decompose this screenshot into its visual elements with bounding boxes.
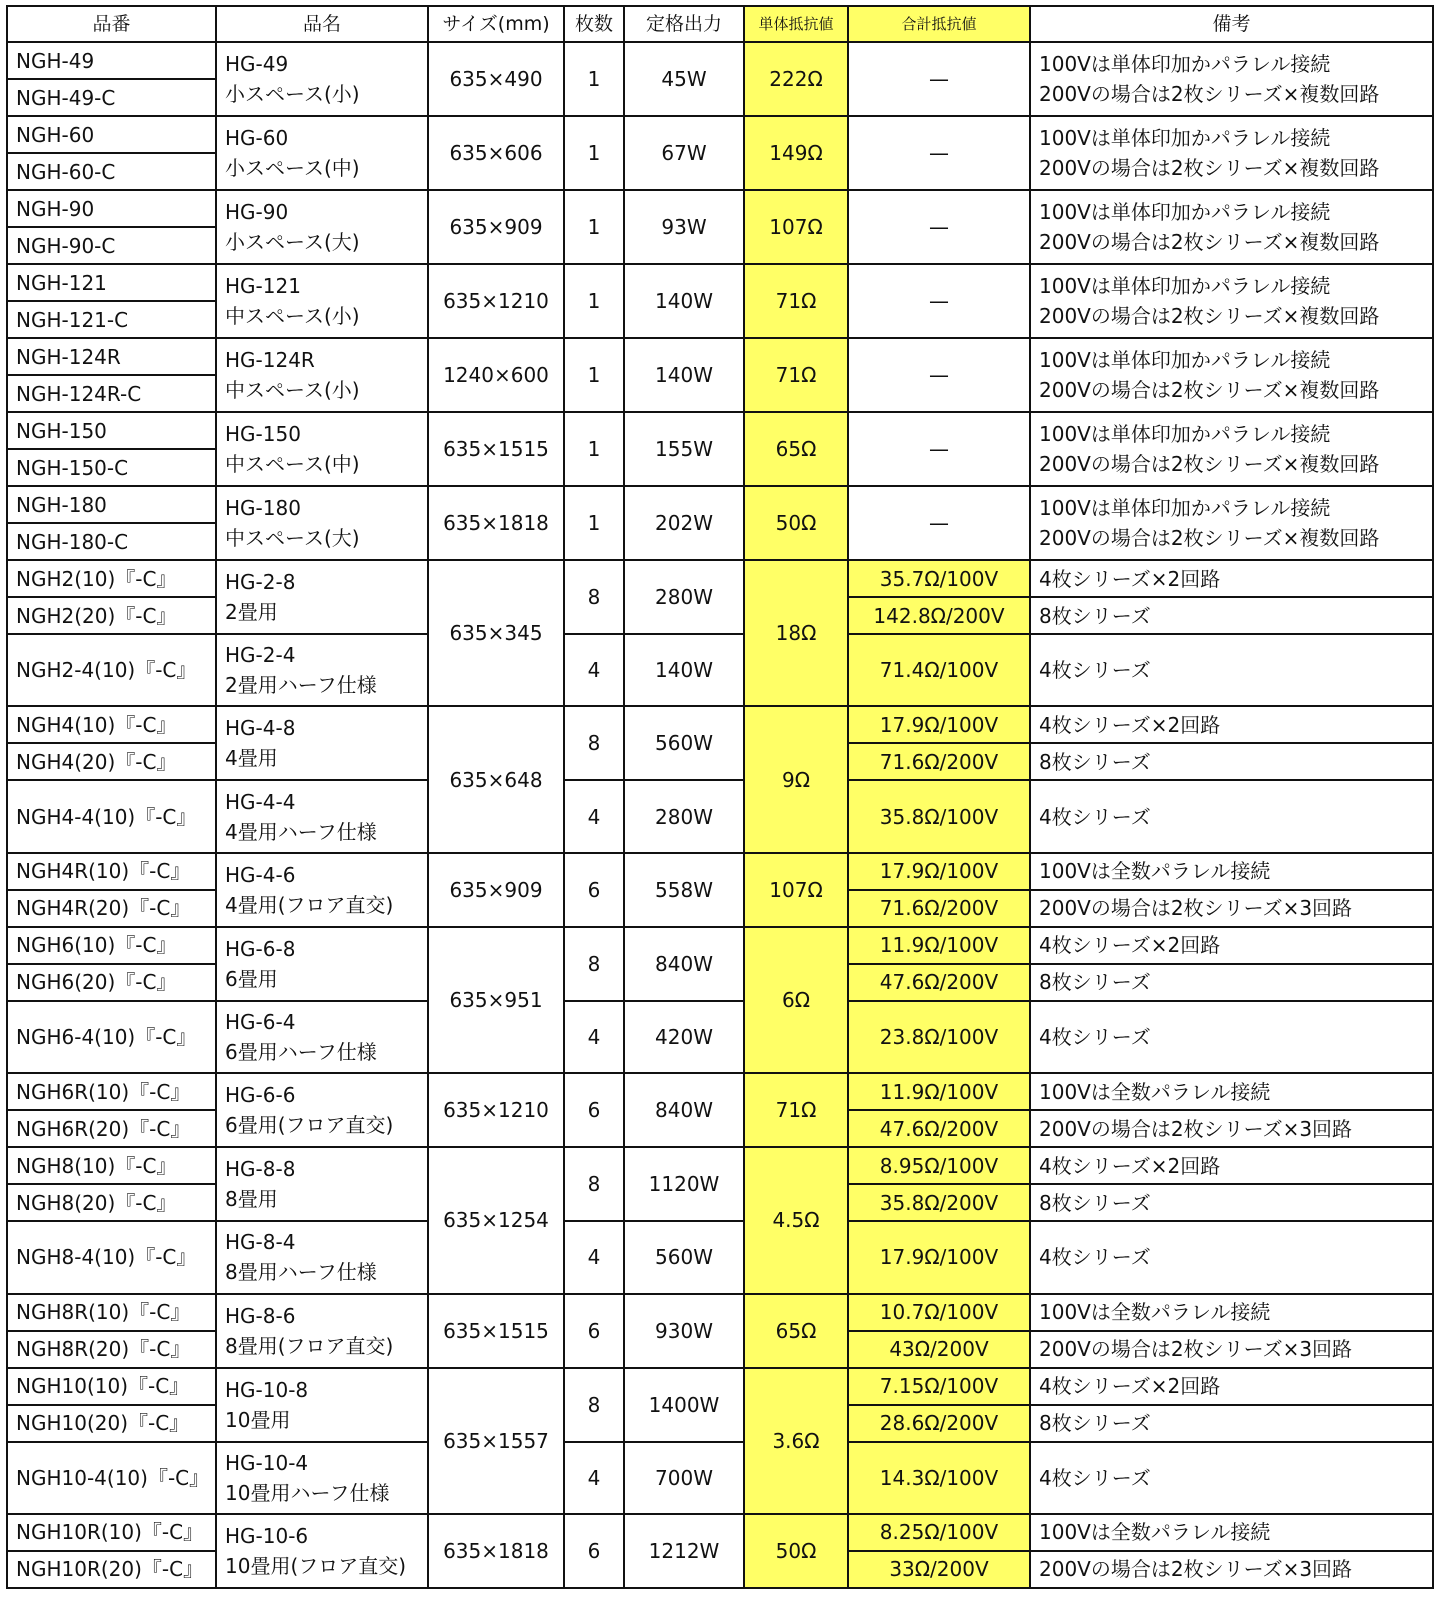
hg-model: HG-121 bbox=[225, 274, 301, 298]
table-row bbox=[7, 412, 1433, 449]
notes-cell: 8枚シリーズ bbox=[1030, 597, 1433, 634]
product-name-cell bbox=[216, 338, 428, 412]
sheets-cell: 1 bbox=[564, 264, 624, 338]
size-cell: 635×1254 bbox=[428, 1147, 564, 1293]
table-row bbox=[7, 560, 1433, 597]
power-cell: 155W bbox=[624, 412, 744, 486]
hg-model: HG-10-6 bbox=[225, 1523, 309, 1548]
total-resistance-cell: 17.9Ω/100V bbox=[848, 706, 1030, 743]
total-resistance-cell: 35.8Ω/100V bbox=[848, 780, 1030, 852]
total-resistance-cell: 10.7Ω/100V bbox=[848, 1294, 1030, 1331]
total-resistance-cell: — bbox=[848, 116, 1030, 190]
table-row bbox=[7, 190, 1433, 227]
product-code: NGH10(10)『-C』 bbox=[7, 1368, 216, 1405]
power-cell: 67W bbox=[624, 116, 744, 190]
sheets-cell: 6 bbox=[564, 1514, 624, 1588]
sheets-cell: 8 bbox=[564, 560, 624, 634]
sheets-cell: 4 bbox=[564, 780, 624, 852]
table-row bbox=[7, 264, 1433, 301]
header-total-resistance: 合計抵抗値 bbox=[848, 6, 1030, 42]
product-name-cell bbox=[216, 1147, 428, 1221]
product-code: NGH8-4(10)『-C』 bbox=[7, 1221, 216, 1293]
power-cell: 1400W bbox=[624, 1368, 744, 1442]
product-desc: 小スペース(小) bbox=[225, 82, 360, 106]
power-cell: 93W bbox=[624, 190, 744, 264]
note-line: 100Vは単体印加かパラレル接続 bbox=[1039, 422, 1331, 446]
header-sheets: 枚数 bbox=[564, 6, 624, 42]
notes-cell: 200Vの場合は2枚シリーズ×3回路 bbox=[1030, 890, 1433, 927]
unit-resistance-cell: 107Ω bbox=[744, 853, 848, 927]
total-resistance-cell: 43Ω/200V bbox=[848, 1331, 1030, 1368]
sheets-cell: 6 bbox=[564, 1294, 624, 1368]
sheets-cell: 8 bbox=[564, 927, 624, 1001]
product-code: NGH2(20)『-C』 bbox=[7, 597, 216, 634]
product-code: NGH10(20)『-C』 bbox=[7, 1405, 216, 1442]
notes-cell: 4枚シリーズ bbox=[1030, 1442, 1433, 1514]
total-resistance-cell: 71.4Ω/100V bbox=[848, 634, 1030, 706]
size-cell: 635×1515 bbox=[428, 1294, 564, 1368]
unit-resistance-cell: 65Ω bbox=[744, 412, 848, 486]
note-line: 100Vは単体印加かパラレル接続 bbox=[1039, 496, 1331, 520]
notes-cell: 100Vは全数パラレル接続 bbox=[1030, 1073, 1433, 1110]
unit-resistance-cell: 18Ω bbox=[744, 560, 848, 706]
product-name-cell bbox=[216, 1442, 428, 1514]
notes-cell: 8枚シリーズ bbox=[1030, 1405, 1433, 1442]
notes-cell: 200Vの場合は2枚シリーズ×3回路 bbox=[1030, 1551, 1433, 1588]
power-cell: 700W bbox=[624, 1442, 744, 1514]
total-resistance-cell: 47.6Ω/200V bbox=[848, 1110, 1030, 1147]
notes-cell bbox=[1030, 338, 1433, 412]
total-resistance-cell: — bbox=[848, 412, 1030, 486]
table-row bbox=[7, 853, 1433, 890]
product-name-cell bbox=[216, 1294, 428, 1368]
product-desc: 2畳用ハーフ仕様 bbox=[225, 673, 377, 698]
hg-model: HG-124R bbox=[225, 348, 315, 372]
table-row bbox=[7, 1514, 1433, 1551]
product-name-cell bbox=[216, 1368, 428, 1442]
notes-cell: 4枚シリーズ×2回路 bbox=[1030, 560, 1433, 597]
product-desc: 小スペース(大) bbox=[225, 230, 360, 254]
size-cell: 635×1210 bbox=[428, 264, 564, 338]
power-cell: 140W bbox=[624, 264, 744, 338]
product-code: NGH-180 bbox=[7, 486, 216, 523]
product-code: NGH-49 bbox=[7, 42, 216, 79]
total-resistance-cell: 17.9Ω/100V bbox=[848, 853, 1030, 890]
notes-cell bbox=[1030, 412, 1433, 486]
size-cell: 635×909 bbox=[428, 190, 564, 264]
product-desc: 2畳用 bbox=[225, 600, 278, 624]
unit-resistance-cell: 71Ω bbox=[744, 1073, 848, 1147]
product-code: NGH-180-C bbox=[7, 523, 216, 560]
notes-cell bbox=[1030, 116, 1433, 190]
product-name-cell bbox=[216, 706, 428, 780]
total-resistance-cell: 8.25Ω/100V bbox=[848, 1514, 1030, 1551]
product-code: NGH6(20)『-C』 bbox=[7, 964, 216, 1001]
total-resistance-cell: 28.6Ω/200V bbox=[848, 1405, 1030, 1442]
power-cell: 558W bbox=[624, 853, 744, 927]
sheets-cell: 1 bbox=[564, 338, 624, 412]
notes-cell: 4枚シリーズ×2回路 bbox=[1030, 1368, 1433, 1405]
hg-model: HG-90 bbox=[225, 200, 289, 224]
note-line: 200Vの場合は2枚シリーズ×複数回路 bbox=[1039, 304, 1380, 328]
product-name-cell bbox=[216, 560, 428, 634]
power-cell: 202W bbox=[624, 486, 744, 560]
spec-table bbox=[6, 5, 1434, 1589]
note-line: 200Vの場合は2枚シリーズ×複数回路 bbox=[1039, 156, 1380, 180]
table-row bbox=[7, 338, 1433, 375]
product-code: NGH-150-C bbox=[7, 449, 216, 486]
size-cell: 635×909 bbox=[428, 853, 564, 927]
power-cell: 1212W bbox=[624, 1514, 744, 1588]
product-code: NGH-60-C bbox=[7, 153, 216, 190]
product-code: NGH2(10)『-C』 bbox=[7, 560, 216, 597]
size-cell: 635×1210 bbox=[428, 1073, 564, 1147]
unit-resistance-cell: 4.5Ω bbox=[744, 1147, 848, 1293]
sheets-cell: 8 bbox=[564, 706, 624, 780]
total-resistance-cell: 35.7Ω/100V bbox=[848, 560, 1030, 597]
table-row bbox=[7, 1368, 1433, 1405]
product-code: NGH6R(10)『-C』 bbox=[7, 1073, 216, 1110]
product-desc: 8畳用 bbox=[225, 1187, 278, 1212]
product-name-cell bbox=[216, 1221, 428, 1293]
product-desc: 6畳用 bbox=[225, 966, 278, 991]
power-cell: 840W bbox=[624, 927, 744, 1001]
hg-model: HG-8-6 bbox=[225, 1303, 296, 1328]
note-line: 200Vの場合は2枚シリーズ×複数回路 bbox=[1039, 378, 1380, 402]
hg-model: HG-49 bbox=[225, 52, 289, 76]
product-name-cell bbox=[216, 1001, 428, 1073]
header-code: 品番 bbox=[7, 6, 216, 42]
sheets-cell: 1 bbox=[564, 42, 624, 116]
product-desc: 中スペース(小) bbox=[225, 304, 360, 328]
product-name-cell bbox=[216, 1514, 428, 1588]
hg-model: HG-4-6 bbox=[225, 862, 296, 887]
size-cell: 635×1515 bbox=[428, 412, 564, 486]
sheets-cell: 6 bbox=[564, 853, 624, 927]
note-line: 100Vは単体印加かパラレル接続 bbox=[1039, 200, 1331, 224]
power-cell: 280W bbox=[624, 560, 744, 634]
product-code: NGH4(10)『-C』 bbox=[7, 706, 216, 743]
product-desc: 8畳用(フロア直交) bbox=[225, 1333, 394, 1358]
table-row bbox=[7, 634, 1433, 706]
hg-model: HG-4-4 bbox=[225, 789, 296, 814]
hg-model: HG-2-8 bbox=[225, 570, 296, 594]
note-line: 200Vの場合は2枚シリーズ×複数回路 bbox=[1039, 452, 1380, 476]
header-size: サイズ(mm) bbox=[428, 6, 564, 42]
product-code: NGH-121-C bbox=[7, 301, 216, 338]
product-desc: 4畳用 bbox=[225, 746, 278, 771]
size-cell: 635×951 bbox=[428, 927, 564, 1073]
size-cell: 1240×600 bbox=[428, 338, 564, 412]
table-row bbox=[7, 706, 1433, 743]
size-cell: 635×648 bbox=[428, 706, 564, 852]
product-code: NGH-60 bbox=[7, 116, 216, 153]
notes-cell: 4枚シリーズ bbox=[1030, 1221, 1433, 1293]
sheets-cell: 1 bbox=[564, 116, 624, 190]
total-resistance-cell: 142.8Ω/200V bbox=[848, 597, 1030, 634]
product-code: NGH6(10)『-C』 bbox=[7, 927, 216, 964]
product-desc: 中スペース(中) bbox=[225, 452, 360, 476]
product-code: NGH-121 bbox=[7, 264, 216, 301]
unit-resistance-cell: 50Ω bbox=[744, 1514, 848, 1588]
product-code: NGH-49-C bbox=[7, 79, 216, 116]
product-name-cell bbox=[216, 927, 428, 1001]
total-resistance-cell: 17.9Ω/100V bbox=[848, 1221, 1030, 1293]
product-code: NGH2-4(10)『-C』 bbox=[7, 634, 216, 706]
header-name: 品名 bbox=[216, 6, 428, 42]
product-desc: 10畳用 bbox=[225, 1407, 291, 1432]
power-cell: 930W bbox=[624, 1294, 744, 1368]
header-unit-resistance: 単体抵抗値 bbox=[744, 6, 848, 42]
notes-cell: 100Vは全数パラレル接続 bbox=[1030, 1514, 1433, 1551]
notes-cell: 4枚シリーズ×2回路 bbox=[1030, 1147, 1433, 1184]
table-row bbox=[7, 486, 1433, 523]
table-row bbox=[7, 1147, 1433, 1184]
total-resistance-cell: 11.9Ω/100V bbox=[848, 1073, 1030, 1110]
note-line: 200Vの場合は2枚シリーズ×複数回路 bbox=[1039, 526, 1380, 550]
product-name-cell bbox=[216, 412, 428, 486]
table-row bbox=[7, 1221, 1433, 1293]
table-row bbox=[7, 780, 1433, 852]
total-resistance-cell: — bbox=[848, 42, 1030, 116]
product-name-cell bbox=[216, 42, 428, 116]
product-desc: 中スペース(小) bbox=[225, 378, 360, 402]
product-code: NGH6-4(10)『-C』 bbox=[7, 1001, 216, 1073]
product-name-cell bbox=[216, 190, 428, 264]
unit-resistance-cell: 9Ω bbox=[744, 706, 848, 852]
table-row bbox=[7, 116, 1433, 153]
power-cell: 560W bbox=[624, 1221, 744, 1293]
product-name-cell bbox=[216, 1073, 428, 1147]
note-line: 200Vの場合は2枚シリーズ×複数回路 bbox=[1039, 230, 1380, 254]
hg-model: HG-6-8 bbox=[225, 936, 296, 961]
header-row bbox=[7, 6, 1433, 42]
total-resistance-cell: — bbox=[848, 190, 1030, 264]
product-code: NGH-124R-C bbox=[7, 375, 216, 412]
product-code: NGH10R(10)『-C』 bbox=[7, 1514, 216, 1551]
notes-cell: 4枚シリーズ×2回路 bbox=[1030, 927, 1433, 964]
size-cell: 635×1818 bbox=[428, 486, 564, 560]
total-resistance-cell: 33Ω/200V bbox=[848, 1551, 1030, 1588]
product-code: NGH10-4(10)『-C』 bbox=[7, 1442, 216, 1514]
table-row bbox=[7, 1294, 1433, 1331]
notes-cell: 8枚シリーズ bbox=[1030, 1184, 1433, 1221]
unit-resistance-cell: 107Ω bbox=[744, 190, 848, 264]
size-cell: 635×1818 bbox=[428, 1514, 564, 1588]
product-code: NGH10R(20)『-C』 bbox=[7, 1551, 216, 1588]
total-resistance-cell: 47.6Ω/200V bbox=[848, 964, 1030, 1001]
notes-cell bbox=[1030, 264, 1433, 338]
total-resistance-cell: 8.95Ω/100V bbox=[848, 1147, 1030, 1184]
unit-resistance-cell: 65Ω bbox=[744, 1294, 848, 1368]
notes-cell: 100Vは全数パラレル接続 bbox=[1030, 1294, 1433, 1331]
total-resistance-cell: 23.8Ω/100V bbox=[848, 1001, 1030, 1073]
product-code: NGH4(20)『-C』 bbox=[7, 743, 216, 780]
product-code: NGH4R(10)『-C』 bbox=[7, 853, 216, 890]
unit-resistance-cell: 71Ω bbox=[744, 264, 848, 338]
table-row bbox=[7, 1442, 1433, 1514]
notes-cell bbox=[1030, 190, 1433, 264]
size-cell: 635×606 bbox=[428, 116, 564, 190]
power-cell: 1120W bbox=[624, 1147, 744, 1221]
product-desc: 4畳用(フロア直交) bbox=[225, 892, 394, 917]
total-resistance-cell: — bbox=[848, 338, 1030, 412]
notes-cell: 100Vは全数パラレル接続 bbox=[1030, 853, 1433, 890]
power-cell: 45W bbox=[624, 42, 744, 116]
sheets-cell: 6 bbox=[564, 1073, 624, 1147]
total-resistance-cell: 71.6Ω/200V bbox=[848, 743, 1030, 780]
unit-resistance-cell: 50Ω bbox=[744, 486, 848, 560]
product-name-cell bbox=[216, 116, 428, 190]
power-cell: 140W bbox=[624, 634, 744, 706]
hg-model: HG-10-8 bbox=[225, 1377, 309, 1402]
unit-resistance-cell: 6Ω bbox=[744, 927, 848, 1073]
product-desc: 中スペース(大) bbox=[225, 526, 360, 550]
product-name-cell bbox=[216, 634, 428, 706]
product-code: NGH-90-C bbox=[7, 227, 216, 264]
total-resistance-cell: — bbox=[848, 264, 1030, 338]
product-code: NGH8R(20)『-C』 bbox=[7, 1331, 216, 1368]
table-row bbox=[7, 1073, 1433, 1110]
total-resistance-cell: — bbox=[848, 486, 1030, 560]
unit-resistance-cell: 149Ω bbox=[744, 116, 848, 190]
sheets-cell: 4 bbox=[564, 634, 624, 706]
note-line: 100Vは単体印加かパラレル接続 bbox=[1039, 126, 1331, 150]
product-desc: 6畳用ハーフ仕様 bbox=[225, 1039, 377, 1064]
sheets-cell: 1 bbox=[564, 190, 624, 264]
power-cell: 280W bbox=[624, 780, 744, 852]
hg-model: HG-6-6 bbox=[225, 1083, 296, 1108]
sheets-cell: 8 bbox=[564, 1368, 624, 1442]
product-name-cell bbox=[216, 486, 428, 560]
unit-resistance-cell: 222Ω bbox=[744, 42, 848, 116]
sheets-cell: 4 bbox=[564, 1001, 624, 1073]
sheets-cell: 4 bbox=[564, 1221, 624, 1293]
hg-model: HG-180 bbox=[225, 496, 301, 520]
unit-resistance-cell: 71Ω bbox=[744, 338, 848, 412]
total-resistance-cell: 14.3Ω/100V bbox=[848, 1442, 1030, 1514]
notes-cell bbox=[1030, 486, 1433, 560]
product-desc: 8畳用ハーフ仕様 bbox=[225, 1260, 377, 1285]
total-resistance-cell: 35.8Ω/200V bbox=[848, 1184, 1030, 1221]
product-code: NGH8R(10)『-C』 bbox=[7, 1294, 216, 1331]
notes-cell: 8枚シリーズ bbox=[1030, 964, 1433, 1001]
total-resistance-cell: 71.6Ω/200V bbox=[848, 890, 1030, 927]
power-cell: 140W bbox=[624, 338, 744, 412]
product-code: NGH-150 bbox=[7, 412, 216, 449]
product-name-cell bbox=[216, 780, 428, 852]
hg-model: HG-6-4 bbox=[225, 1009, 296, 1034]
table-row bbox=[7, 927, 1433, 964]
hg-model: HG-10-4 bbox=[225, 1450, 309, 1475]
note-line: 100Vは単体印加かパラレル接続 bbox=[1039, 348, 1331, 372]
product-code: NGH6R(20)『-C』 bbox=[7, 1110, 216, 1147]
notes-cell: 200Vの場合は2枚シリーズ×3回路 bbox=[1030, 1110, 1433, 1147]
product-desc: 6畳用(フロア直交) bbox=[225, 1113, 394, 1138]
table-row bbox=[7, 42, 1433, 79]
table-body bbox=[7, 42, 1433, 1588]
power-cell: 420W bbox=[624, 1001, 744, 1073]
hg-model: HG-4-8 bbox=[225, 716, 296, 741]
product-desc: 10畳用(フロア直交) bbox=[225, 1553, 407, 1578]
header-notes: 備考 bbox=[1030, 6, 1433, 42]
notes-cell: 4枚シリーズ bbox=[1030, 1001, 1433, 1073]
product-code: NGH8(10)『-C』 bbox=[7, 1147, 216, 1184]
product-name-cell bbox=[216, 853, 428, 927]
note-line: 200Vの場合は2枚シリーズ×複数回路 bbox=[1039, 82, 1380, 106]
table-row bbox=[7, 1001, 1433, 1073]
total-resistance-cell: 7.15Ω/100V bbox=[848, 1368, 1030, 1405]
notes-cell: 4枚シリーズ bbox=[1030, 780, 1433, 852]
size-cell: 635×345 bbox=[428, 560, 564, 706]
product-desc: 10畳用ハーフ仕様 bbox=[225, 1480, 390, 1505]
notes-cell: 8枚シリーズ bbox=[1030, 743, 1433, 780]
header-power: 定格出力 bbox=[624, 6, 744, 42]
power-cell: 840W bbox=[624, 1073, 744, 1147]
note-line: 100Vは単体印加かパラレル接続 bbox=[1039, 274, 1331, 298]
notes-cell bbox=[1030, 42, 1433, 116]
product-code: NGH4R(20)『-C』 bbox=[7, 890, 216, 927]
product-code: NGH8(20)『-C』 bbox=[7, 1184, 216, 1221]
sheets-cell: 8 bbox=[564, 1147, 624, 1221]
sheets-cell: 1 bbox=[564, 412, 624, 486]
hg-model: HG-2-4 bbox=[225, 643, 296, 668]
unit-resistance-cell: 3.6Ω bbox=[744, 1368, 848, 1514]
notes-cell: 4枚シリーズ bbox=[1030, 634, 1433, 706]
total-resistance-cell: 11.9Ω/100V bbox=[848, 927, 1030, 964]
product-code: NGH4-4(10)『-C』 bbox=[7, 780, 216, 852]
notes-cell: 4枚シリーズ×2回路 bbox=[1030, 706, 1433, 743]
note-line: 100Vは単体印加かパラレル接続 bbox=[1039, 52, 1331, 76]
product-name-cell bbox=[216, 264, 428, 338]
product-code: NGH-124R bbox=[7, 338, 216, 375]
hg-model: HG-8-8 bbox=[225, 1157, 296, 1182]
sheets-cell: 1 bbox=[564, 486, 624, 560]
product-desc: 4畳用ハーフ仕様 bbox=[225, 819, 377, 844]
size-cell: 635×1557 bbox=[428, 1368, 564, 1514]
sheets-cell: 4 bbox=[564, 1442, 624, 1514]
hg-model: HG-60 bbox=[225, 126, 289, 150]
size-cell: 635×490 bbox=[428, 42, 564, 116]
hg-model: HG-8-4 bbox=[225, 1230, 296, 1255]
product-code: NGH-90 bbox=[7, 190, 216, 227]
product-desc: 小スペース(中) bbox=[225, 156, 360, 180]
notes-cell: 200Vの場合は2枚シリーズ×3回路 bbox=[1030, 1331, 1433, 1368]
hg-model: HG-150 bbox=[225, 422, 301, 446]
power-cell: 560W bbox=[624, 706, 744, 780]
